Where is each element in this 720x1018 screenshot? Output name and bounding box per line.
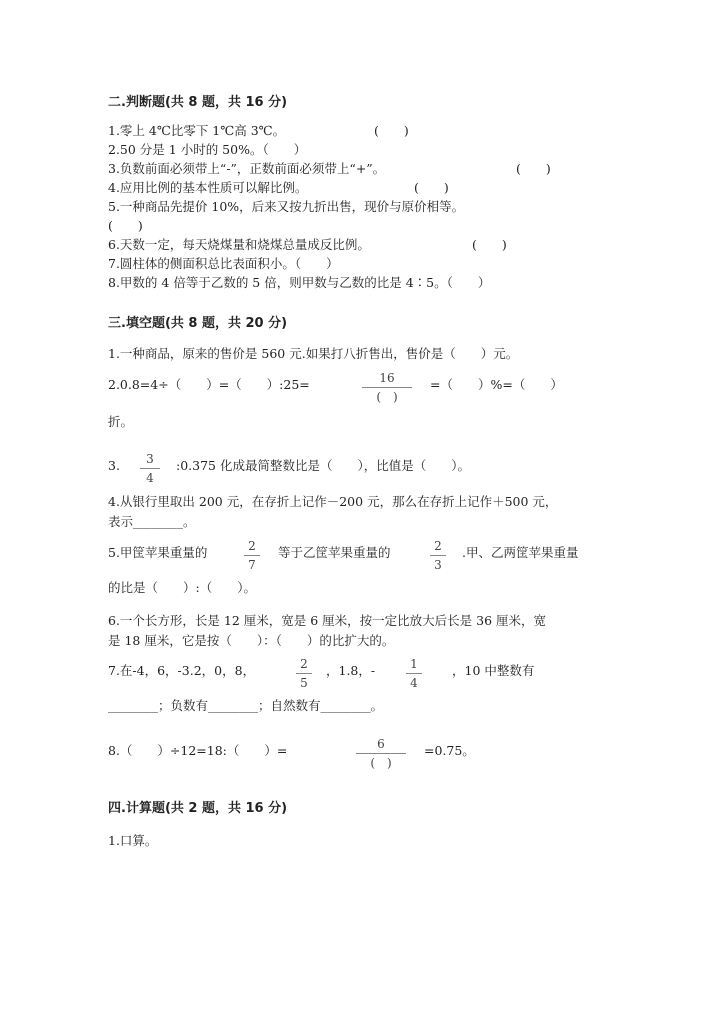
fraction-denominator: 7: [248, 558, 256, 572]
fraction-numerator: 6: [377, 737, 385, 751]
fill-q5-part4: 的比是（ ）:（ ）。: [108, 580, 256, 595]
fraction-denominator: 4: [146, 471, 154, 485]
fraction-bar: [244, 555, 260, 556]
fill-q5-part3: .甲、乙两筐苹果重量: [462, 545, 579, 560]
section-title-fill: 三.填空题(共 8 题，共 20 分): [108, 316, 288, 331]
fill-q8-fraction: [356, 737, 406, 770]
fraction-numerator: 2: [300, 657, 308, 671]
judgment-q5-answer: ( ): [108, 218, 143, 233]
calculation-q1: 1.口算。: [108, 833, 158, 848]
fraction-bar: [362, 387, 412, 388]
fill-q8-part2: =0.75。: [424, 743, 475, 758]
fill-q5-part2: 等于乙筐苹果重量的: [278, 545, 391, 560]
judgment-q8: 8.甲数的 4 倍等于乙数的 5 倍，则甲数与乙数的比是 4∶5。（ ）: [108, 275, 491, 290]
section-title-judgment: 二.判断题(共 8 题，共 16 分): [108, 95, 288, 110]
fill-q7-fraction-2: [406, 657, 422, 690]
fraction-denominator: 5: [300, 676, 308, 690]
fraction-bar: [296, 673, 312, 674]
fill-q5-fraction-1: [244, 539, 260, 572]
judgment-q6: 6.天数一定，每天烧煤量和烧煤总量成反比例。: [108, 237, 370, 252]
fill-q5-part1: 5.甲筐苹果重量的: [108, 545, 208, 560]
judgment-q1-answer: ( ): [374, 123, 409, 138]
judgment-q7: 7.圆柱体的侧面积总比表面积小。（ ）: [108, 256, 339, 271]
fill-q2-fraction: [362, 371, 412, 404]
fill-q6-line2: 是 18 厘米，它是按（ ）：（ ）的比扩大的。: [108, 633, 395, 648]
fill-q7-part3: ，10 中整数有: [452, 663, 535, 678]
fraction-bar: [430, 555, 446, 556]
fraction-numerator: 2: [434, 539, 442, 553]
fill-q4-line1: 4.从银行里取出 200 元，在存折上记作－200 元，那么在存折上记作＋500 元，: [108, 494, 558, 509]
fill-q7-part1: 7.在-4，6，-3.2，0，8，: [108, 663, 256, 678]
judgment-q5: 5.一种商品先提价 10%，后来又按九折出售，现价与原价相等。: [108, 199, 465, 214]
fraction-bar: [356, 753, 406, 754]
fill-q7-part4: ________；负数有________；自然数有________。: [108, 698, 384, 713]
fraction-denominator: 3: [434, 558, 442, 572]
fill-q3-fraction: [140, 452, 160, 485]
fraction-bar: [406, 673, 422, 674]
fraction-numerator: 16: [379, 371, 395, 385]
fill-q4-line2: 表示________。: [108, 514, 196, 529]
fill-q3-part1: 3.: [108, 458, 120, 473]
fraction-bar: [140, 468, 160, 469]
fill-q2-part1: 2.0.8=4÷（ ）=（ ）:25=: [108, 377, 310, 392]
judgment-q1: 1.零上 4℃比零下 1℃高 3℃。: [108, 123, 286, 138]
fill-q1: 1.一种商品，原来的售价是 560 元.如果打八折售出，售价是（ ）元。: [108, 346, 519, 361]
fraction-numerator: 1: [410, 657, 418, 671]
fill-q2-part2: =（ ）%=（ ）: [430, 377, 563, 392]
fill-q3-part2: :0.375 化成最简整数比是（ ），比值是（ ）。: [176, 458, 470, 473]
fraction-denominator: 4: [410, 676, 418, 690]
fill-q7-fraction-1: [296, 657, 312, 690]
judgment-q4: 4.应用比例的基本性质可以解比例。: [108, 180, 308, 195]
judgment-q3: 3.负数前面必须带上“-”，正数前面必须带上“+”。: [108, 161, 386, 176]
fill-q8-part1: 8.（ ）÷12=18:（ ）=: [108, 743, 288, 758]
judgment-q2: 2.50 分是 1 小时的 50%。（ ）: [108, 142, 307, 157]
fraction-numerator: 2: [248, 539, 256, 553]
fraction-numerator: 3: [146, 452, 154, 466]
judgment-q4-answer: ( ): [414, 180, 449, 195]
section-title-calculation: 四.计算题(共 2 题，共 16 分): [108, 801, 288, 816]
judgment-q3-answer: ( ): [516, 161, 551, 176]
fill-q7-part2: ，1.8，-: [326, 663, 376, 678]
fraction-denominator: ( ): [376, 390, 398, 404]
fill-q5-fraction-2: [430, 539, 446, 572]
judgment-q6-answer: ( ): [472, 237, 507, 252]
fill-q6-line1: 6.一个长方形，长是 12 厘米，宽是 6 厘米，按一定比放大后长是 36 厘米，宽: [108, 613, 547, 628]
fraction-denominator: ( ): [370, 756, 392, 770]
fill-q2-part3: 折。: [108, 414, 134, 429]
